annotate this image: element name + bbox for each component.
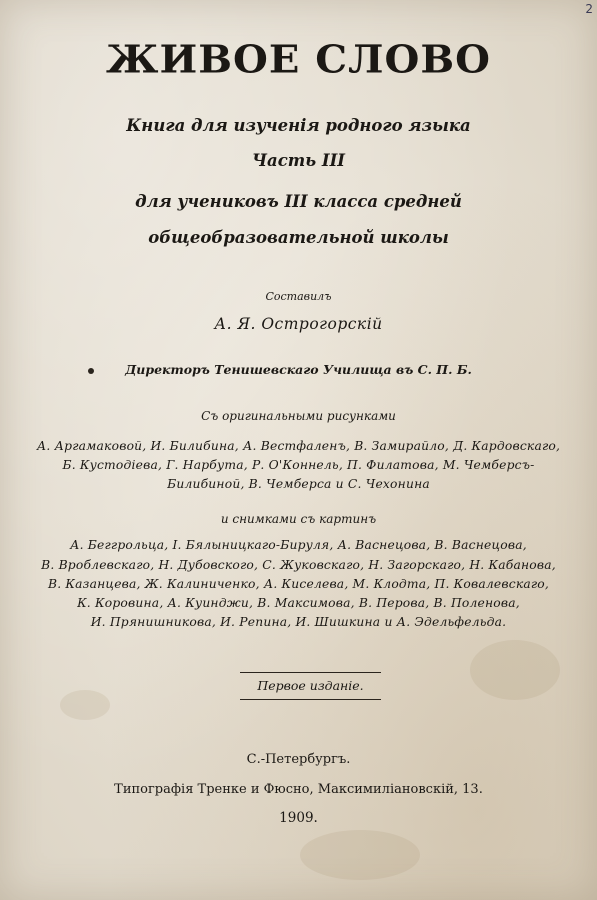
publication-year: 1909. [279,810,318,826]
painters-line: А. Беггрольца, І. Бялыницкаго-Бируля, А. Васнецова, В. Васнецова, [70,538,527,552]
paintings-heading: и снимками съ картинъ [220,512,377,526]
paper-stain [300,830,420,880]
illustrators-line: Б. Кустодіева, Г. Нарбута, Р. О'Коннель, П. Филатова, М. Чемберсъ- [62,458,535,472]
audience-line-2: общеобразовательной школы [148,228,449,247]
audience-line-1: для учениковъ III класса средней [135,192,462,211]
publication-city: С.-Петербургъ. [246,752,351,767]
printer-name: Типографія Тренке и Фюсно, Максимиліановскій, 13. [114,782,483,797]
compiled-label: Составилъ [265,290,332,303]
painters-line: И. Прянишникова, И. Репина, И. Шишкина и А. Эдельфельда. [90,615,507,629]
page-number: 2 [585,2,593,16]
author-name: А. Я. Острогорскій [214,315,383,333]
edition-label: Первое изданіе. [257,678,364,693]
painters-line: В. Казанцева, Ж. Калиниченко, А. Киселева, М. Клодта, П. Ковалевскаго, [47,577,550,591]
painters-line: В. Вроблевскаго, Н. Дубовского, С. Жуковскаго, Н. Загорскаго, Н. Кабанова, [41,558,556,572]
book-title: ЖИВОЕ СЛОВО [105,37,492,82]
edition-frame [240,672,381,700]
illustrators-line: А. Аргамаковой, И. Билибина, А. Вестфаленъ, В. Замирайло, Д. Кардовскаго, [36,439,561,453]
painters-line: К. Коровина, А. Куинджи, В. Максимова, В. Перова, В. Поленова, [77,596,520,610]
drawings-heading: Съ оригинальными рисунками [201,409,396,423]
paper-stain [60,690,110,720]
author-position: Директоръ Тенишевскаго Училища въ С. П. Б. [125,362,472,377]
illustrators-line: Билибиной, В. Чемберса и С. Чехонина [167,477,430,491]
book-subtitle: Книга для изученія родного языка [126,116,471,135]
book-part: Часть III [251,151,346,170]
paper-stain [470,640,560,700]
